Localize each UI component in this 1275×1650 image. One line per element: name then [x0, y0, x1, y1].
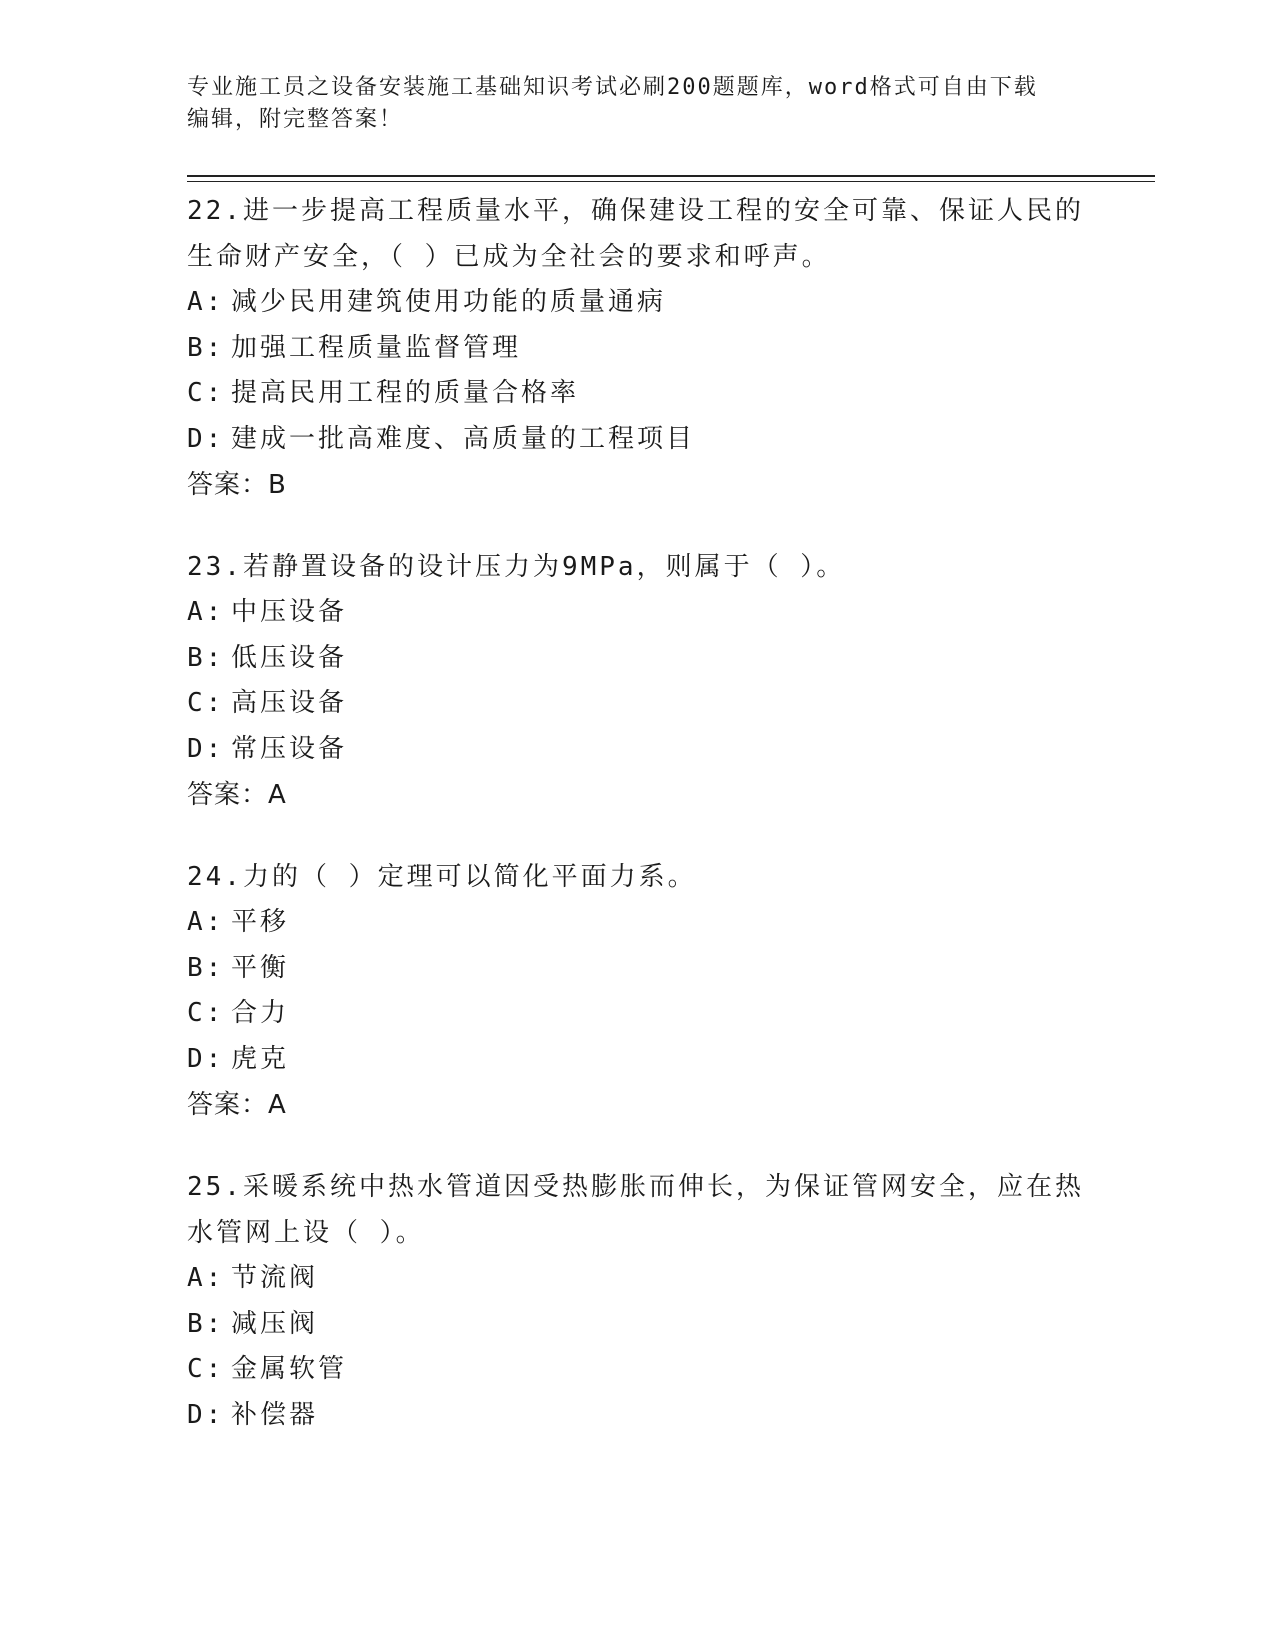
- option-b: [187, 1302, 1087, 1348]
- option-letter: D:: [187, 1399, 225, 1430]
- question-stem: 25.采暖系统中热水管道因受热膨胀而伸长，为保证管网安全，应在热水管网上设（ ）。: [187, 1172, 1084, 1248]
- option-a: [187, 280, 1087, 326]
- option-text: 加强工程质量监督管理: [231, 332, 522, 363]
- option-letter: B:: [187, 1308, 225, 1339]
- option-letter: D:: [187, 733, 225, 764]
- question-stem: 22.进一步提高工程质量水平，确保建设工程的安全可靠、保证人民的生命财产安全，（ ）已成为全社会的要求和呼声。: [187, 196, 1084, 272]
- option-d: [187, 727, 1087, 773]
- question-list: [187, 188, 1087, 1474]
- option-text: 建成一批高难度、高质量的工程项目: [231, 423, 696, 454]
- option-text: 中压设备: [231, 597, 348, 627]
- answer-line: 答案：A: [187, 1090, 287, 1120]
- header-divider-thin: [187, 181, 1155, 182]
- option-letter: A:: [187, 1263, 225, 1293]
- option-c: [187, 991, 1087, 1037]
- option-b: [187, 946, 1087, 992]
- option-b: [187, 326, 1087, 372]
- option-a: [187, 900, 1087, 946]
- header-title-line-2: 编辑，附完整答案！: [187, 107, 404, 132]
- option-d: [187, 1393, 1087, 1439]
- option-letter: C:: [187, 998, 225, 1028]
- option-letter: D:: [187, 1043, 225, 1074]
- option-text: 提高民用工程的质量合格率: [231, 378, 580, 408]
- question-23: [187, 544, 1087, 818]
- answer-line: 答案：A: [187, 780, 287, 810]
- option-letter: B:: [187, 952, 225, 983]
- option-letter: C:: [187, 378, 225, 408]
- option-d: [187, 1037, 1087, 1083]
- question-stem: 24.力的（ ）定理可以简化平面力系。: [187, 862, 697, 892]
- answer-line: 答案：B: [187, 470, 287, 500]
- question-22: [187, 188, 1087, 508]
- option-text: 虎克: [231, 1043, 290, 1074]
- option-letter: C:: [187, 688, 225, 718]
- option-d: [187, 417, 1087, 463]
- question-stem: 23.若静置设备的设计压力为9MPa，则属于（ ）。: [187, 552, 846, 582]
- option-c: [187, 1347, 1087, 1393]
- option-text: 补偿器: [231, 1399, 319, 1430]
- option-a: [187, 1256, 1087, 1302]
- header-divider-thick: [187, 175, 1155, 177]
- option-text: 合力: [231, 998, 290, 1028]
- question-24: [187, 854, 1087, 1128]
- option-letter: A:: [187, 287, 225, 317]
- option-a: [187, 590, 1087, 636]
- option-c: [187, 371, 1087, 417]
- option-letter: D:: [187, 423, 225, 454]
- option-text: 节流阀: [231, 1263, 319, 1293]
- document-header: [187, 72, 1087, 136]
- option-letter: A:: [187, 907, 225, 937]
- option-text: 低压设备: [231, 642, 348, 673]
- option-letter: C:: [187, 1354, 225, 1384]
- option-text: 常压设备: [231, 733, 348, 764]
- option-c: [187, 681, 1087, 727]
- option-text: 金属软管: [231, 1354, 348, 1384]
- option-letter: B:: [187, 642, 225, 673]
- option-text: 平移: [231, 907, 290, 937]
- option-b: [187, 636, 1087, 682]
- option-text: 平衡: [231, 952, 290, 983]
- option-text: 减少民用建筑使用功能的质量通病: [231, 287, 667, 317]
- option-text: 高压设备: [231, 688, 348, 718]
- option-text: 减压阀: [231, 1308, 319, 1339]
- header-title-line-1: 专业施工员之设备安装施工基础知识考试必刷200题题库，word格式可自由下载: [187, 75, 1038, 100]
- question-25: [187, 1164, 1087, 1438]
- option-letter: A:: [187, 597, 225, 627]
- option-letter: B:: [187, 332, 225, 363]
